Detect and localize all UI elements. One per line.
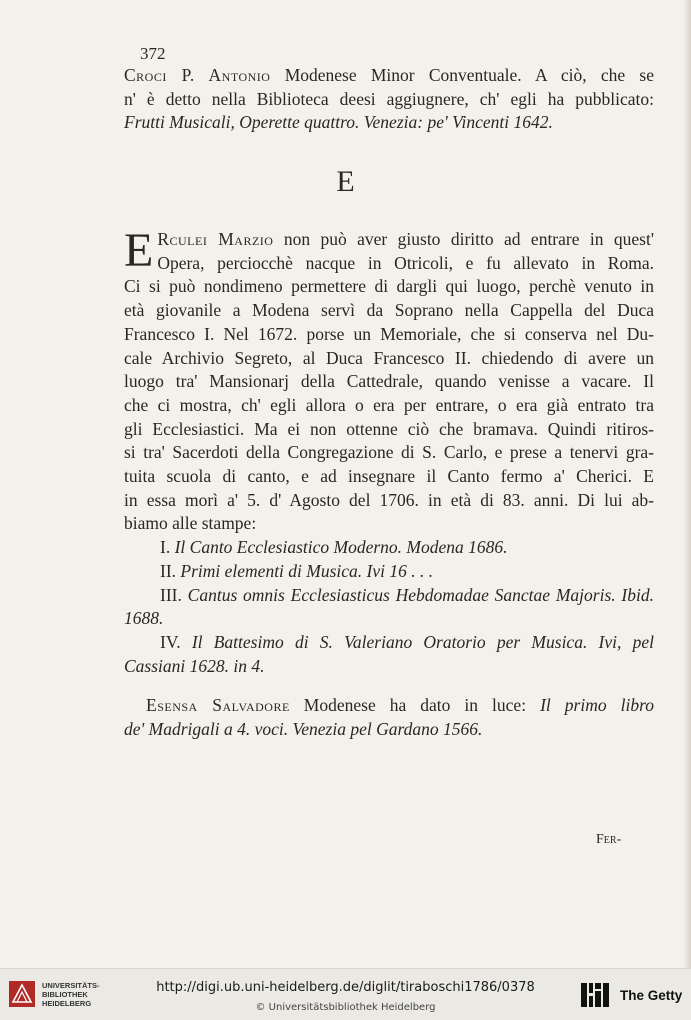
text-run: de' Madrigali a 4. voci. Venezia pel Gardano 1566. [124,718,483,739]
text-run: Frutti Musicali, Operette quattro. Venezia: pe' Vincenti 1642. [124,112,553,133]
getty-logo-text: The Getty [620,987,683,1003]
text-line [124,694,654,718]
text-line [124,394,654,418]
library-logo-line: UNIVERSITÄTS- [42,980,100,990]
text-run: Il primo libro [540,695,654,715]
text-run: Modenese Minor Conventuale. A ciò, che se [270,65,654,85]
text-run: Francesco I. Nel 1672. porse un Memoriale, che si conserva nel Du- [124,323,654,344]
drop-cap: E [124,224,154,277]
text-run: biamo alle stampe: [124,513,257,534]
library-logo-line: BIBLIOTHEK [42,989,88,999]
works-list [124,536,654,678]
text-line [124,64,654,88]
text-run: tuita scuola di canto, e ad insegnare il Canto fermo a' Cherici. E [124,466,654,487]
entry-croci [124,64,654,135]
text-line [124,88,654,112]
text-run: 1688. [124,608,164,629]
text-run: luogo tra' Mansionarj della Cattedrale, quando venisse a vacare. Il [124,371,654,392]
text-line [157,228,654,252]
text-run: I. [160,537,175,558]
text-run: cale Archivio Segreto, al Duca Francesco II. chiedendo di avere un [124,347,654,368]
permalink-url[interactable]: http://digi.ub.uni-heidelberg.de/diglit/tiraboschi1786/0378 [156,980,535,995]
text-run: n' è detto nella Biblioteca deesi aggiugnere, ch' egli ha pubblicato: [124,88,654,109]
text-line [124,489,654,513]
entry-erculei [124,224,654,678]
text-line [124,370,654,394]
text-line [124,512,654,536]
text-line [124,275,654,299]
text-run: Rculei Marzio [157,229,274,249]
text-run: IV. [160,631,192,652]
text-run: Croci P. Antonio [124,65,271,85]
text-run: Il Battesimo di S. Valeriano Oratorio per Musica. Ivi, pel [191,631,654,652]
entry-esensa [124,694,654,741]
text-line [124,465,654,489]
text-line [124,584,654,608]
text-run: gli Ecclesiastici. Ma ei non ottenne ciò che bramava. Quindi ritiros- [124,418,654,439]
text-run: Ci si può nondimeno permettere di dargli qui luogo, perchè venuto in [124,276,654,297]
text-line [124,347,654,371]
text-run: Il Canto Ecclesiastico Moderno. Modena 1686. [174,537,508,558]
text-line [124,560,654,584]
getty-logo[interactable] [580,982,682,1008]
text-line [124,655,654,679]
text-line [124,631,654,655]
text-run: III. [160,584,188,605]
text-line [124,536,654,560]
text-line [124,323,654,347]
text-run: età giovanile a Modena servì da Soprano nella Cappella del Duca [124,300,654,321]
section-letter: E [336,165,355,198]
text-run: non può aver giusto diritto ad entrare in quest' [273,229,654,249]
catchword: Fer- [596,832,622,847]
text-line [124,111,654,135]
text-run: che ci mostra, ch' egli allora o era per entrare, o era già entrato tra [124,394,654,415]
text-run: si tra' Sacerdoti della Congregazione di S. Carlo, e prese a tenervi gra- [124,442,654,463]
text-line [124,441,654,465]
getty-mark-icon [580,982,610,1008]
text-line [124,607,654,631]
text-run: Modenese ha dato in luce: [289,695,541,715]
text-run: in essa morì a' 5. d' Agosto del 1706. in età di 83. anni. Di lui ab- [124,489,654,510]
text-run: Primi elementi di Musica. Ivi 16 . . . [180,560,434,581]
text-line [124,718,654,742]
text-run: Cantus omnis Ecclesiasticus Hebdomadae Sanctae Majoris. Ibid. [187,584,654,605]
copyright-notice: © Universitätsbibliothek Heidelberg [255,1002,436,1013]
text-run: Opera, perciocchè nacque in Otricoli, e fu allevato in Roma. [157,252,654,273]
viewer-footer [0,968,691,1020]
text-run: Cassiani 1628. in 4. [124,655,265,676]
page-number: 372 [140,44,166,63]
text-run: II. [160,560,181,581]
text-run: Esensa Salvadore [146,695,290,715]
text-line [124,418,654,442]
text-line [124,299,654,323]
page-spine-shadow [683,0,691,968]
entry-erculei-body [124,224,654,536]
library-logo-line: HEIDELBERG [42,998,92,1008]
text-line [157,252,654,276]
